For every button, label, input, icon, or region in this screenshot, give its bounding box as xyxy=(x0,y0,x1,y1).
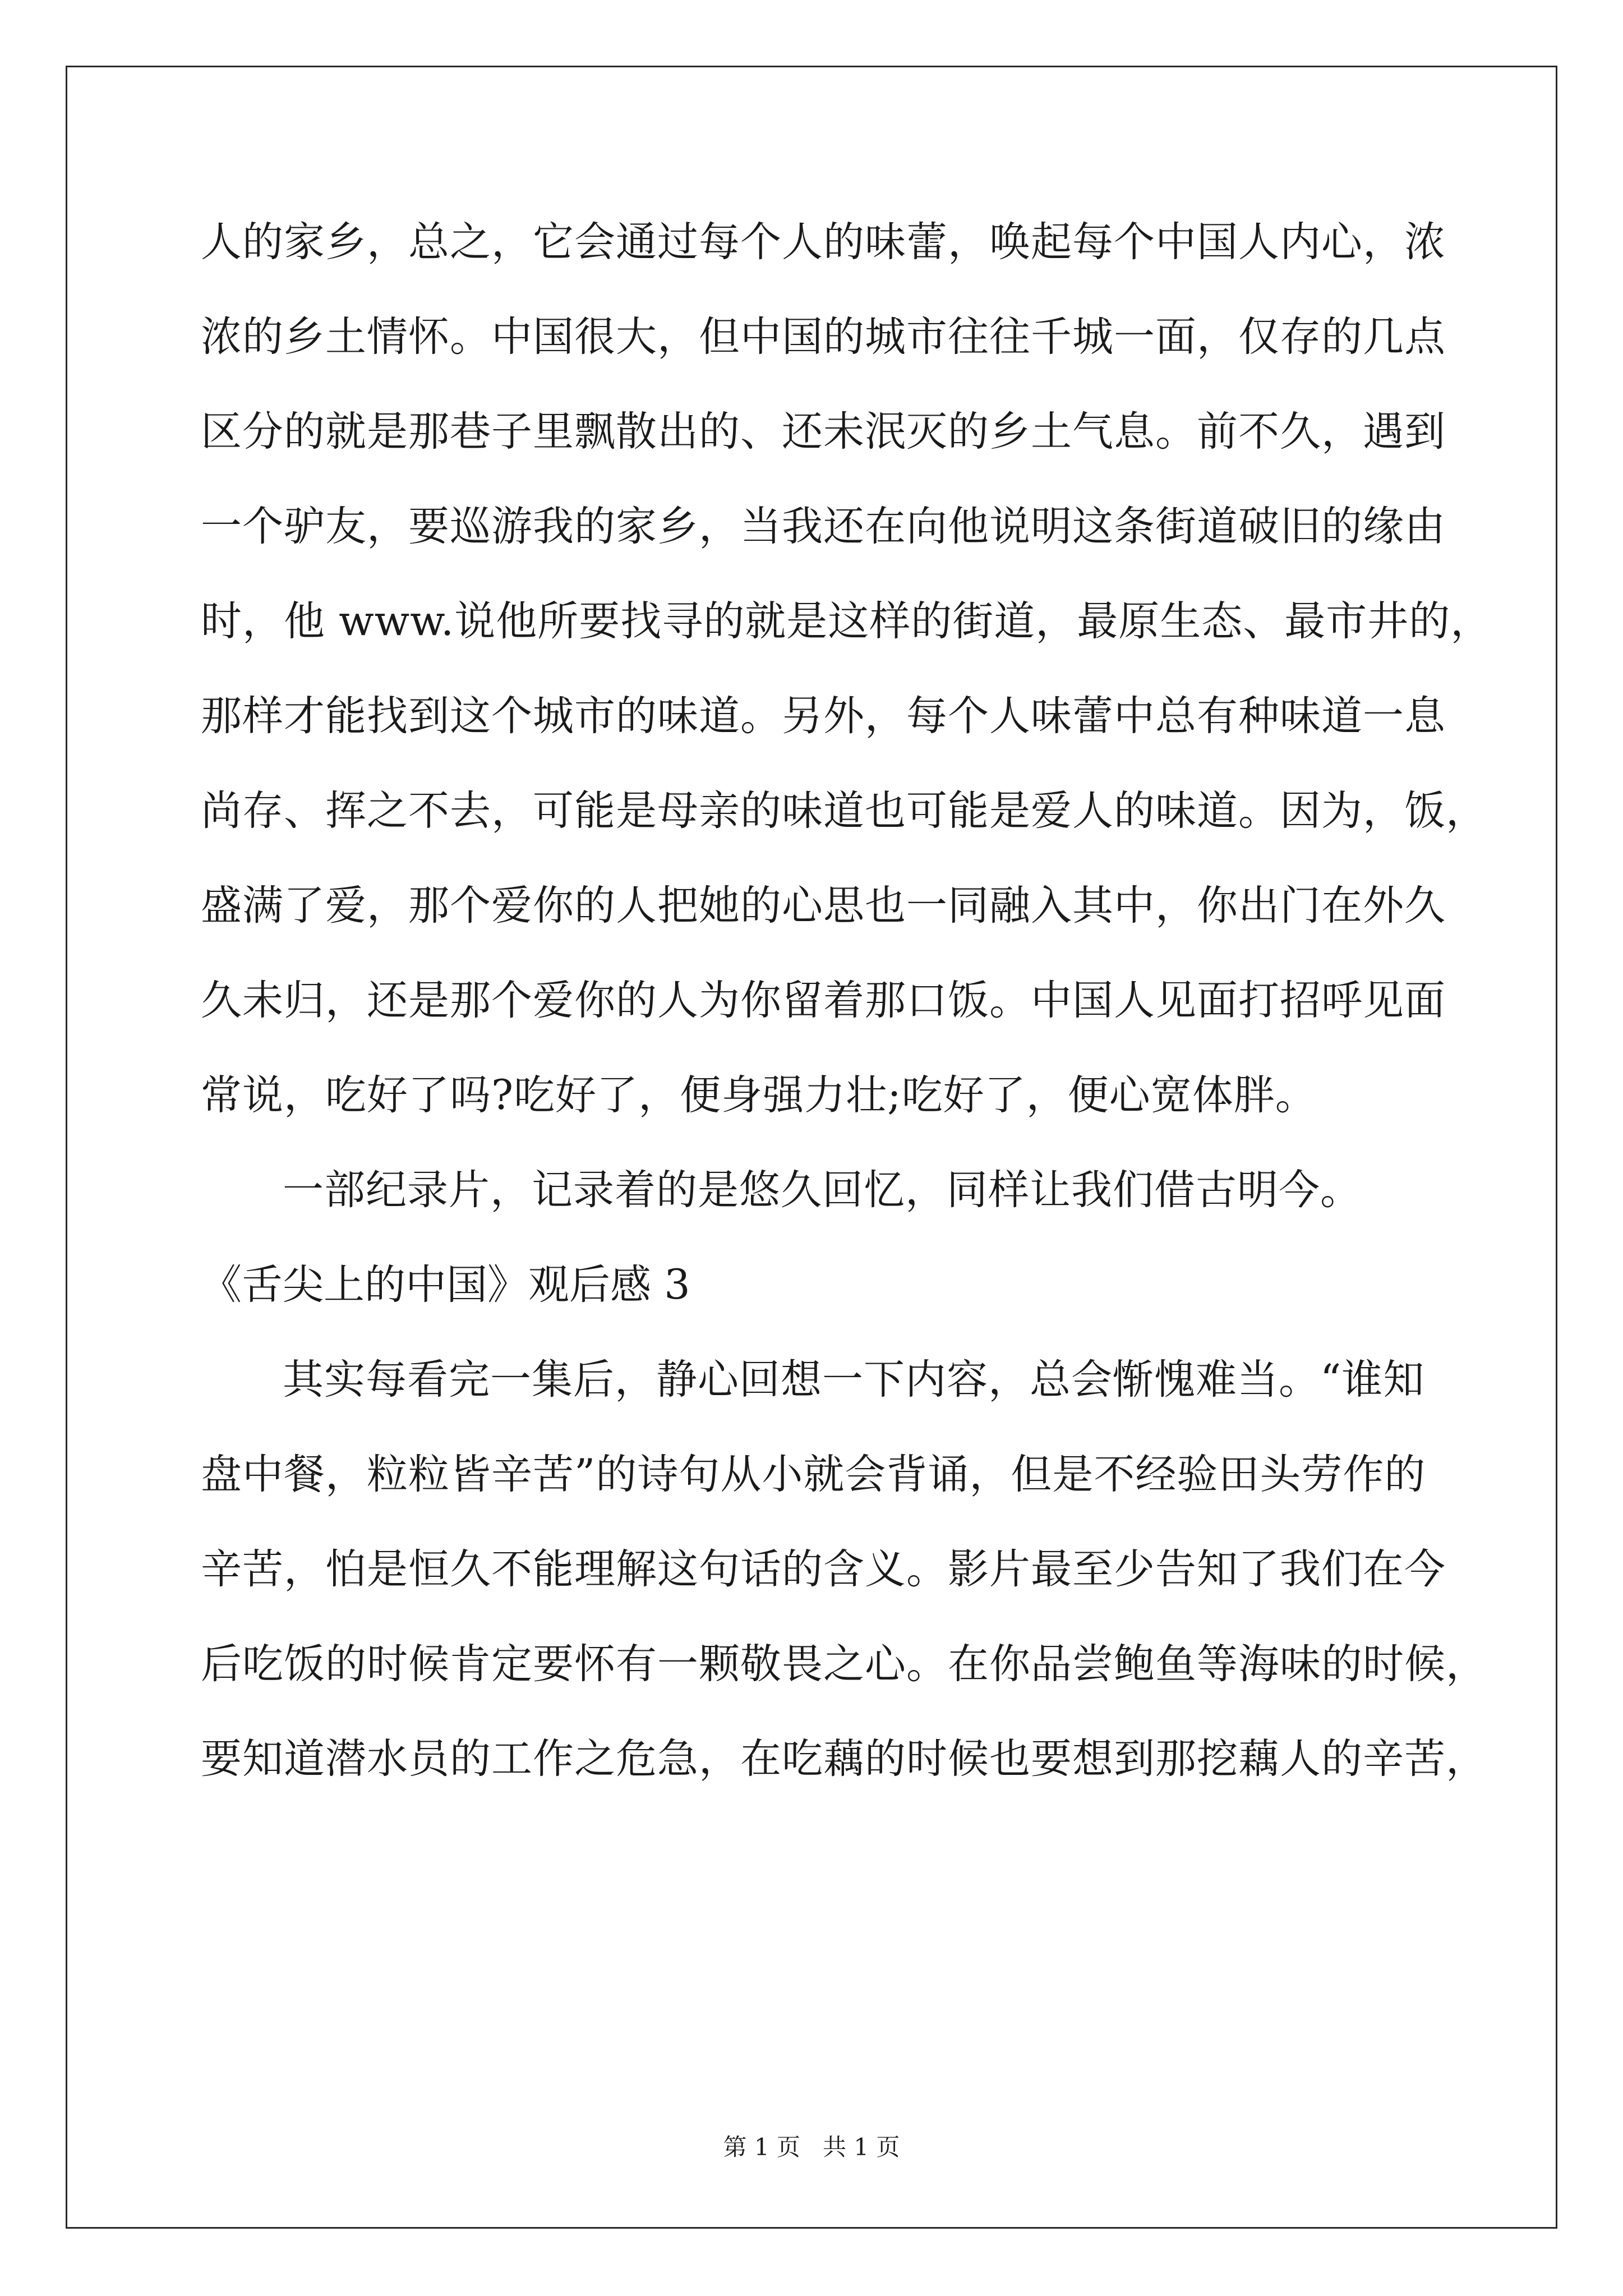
text-line: 浓的乡土情怀。中国很大，但中国的城市往往千城一面，仅存的几点 xyxy=(201,313,1446,361)
page-footer: 第 1 页 共 1 页 xyxy=(723,2133,900,2161)
text-line: 一个驴友，要巡游我的家乡，当我还在向他说明这条街道破旧的缘由 xyxy=(201,503,1446,550)
text-line: 常说，吃好了吗?吃好了，便身强力壮;吃好了，便心宽体胖。 xyxy=(201,1071,1317,1119)
text-line: 辛苦，怕是恒久不能理解这句话的含义。影片最至少告知了我们在今 xyxy=(201,1545,1446,1593)
paragraph-start-line: 其实每看完一集后，静心回想一下内容，总会惭愧难当。“谁知 xyxy=(283,1356,1425,1404)
text-line: 尚存、挥之不去，可能是母亲的味道也可能是爱人的味道。因为，饭， xyxy=(201,787,1487,835)
paragraph-start-line: 一部纪录片，记录着的是悠久回忆，同样让我们借古明今。 xyxy=(283,1166,1362,1214)
text-line: 久未归，还是那个爱你的人为你留着那口饭。中国人见面打招呼见面 xyxy=(201,977,1446,1024)
text-line: 后吃饭的时候肯定要怀有一颗敬畏之心。在你品尝鲍鱼等海味的时候， xyxy=(201,1640,1487,1688)
text-line: 人的家乡，总之，它会通过每个人的味蕾，唤起每个中国人内心，浓 xyxy=(201,218,1446,266)
page-border xyxy=(66,66,1557,2229)
text-line: 时，他 www.说他所要找寻的就是这样的街道，最原生态、最市井的， xyxy=(201,597,1492,645)
text-line: 那样才能找到这个城市的味道。另外，每个人味蕾中总有种味道一息 xyxy=(201,692,1446,740)
text-line: 盘中餐，粒粒皆辛苦”的诗句从小就会背诵，但是不经验田头劳作的 xyxy=(201,1451,1426,1498)
text-line: 区分的就是那巷子里飘散出的、还未泯灭的乡土气息。前不久，遇到 xyxy=(201,408,1446,455)
text-line: 盛满了爱，那个爱你的人把她的心思也一同融入其中，你出门在外久 xyxy=(201,882,1446,930)
text-line: 要知道潜水员的工作之危急，在吃藕的时候也要想到那挖藕人的辛苦， xyxy=(201,1735,1487,1783)
section-heading: 《舌尖上的中国》观后感 3 xyxy=(201,1261,690,1309)
